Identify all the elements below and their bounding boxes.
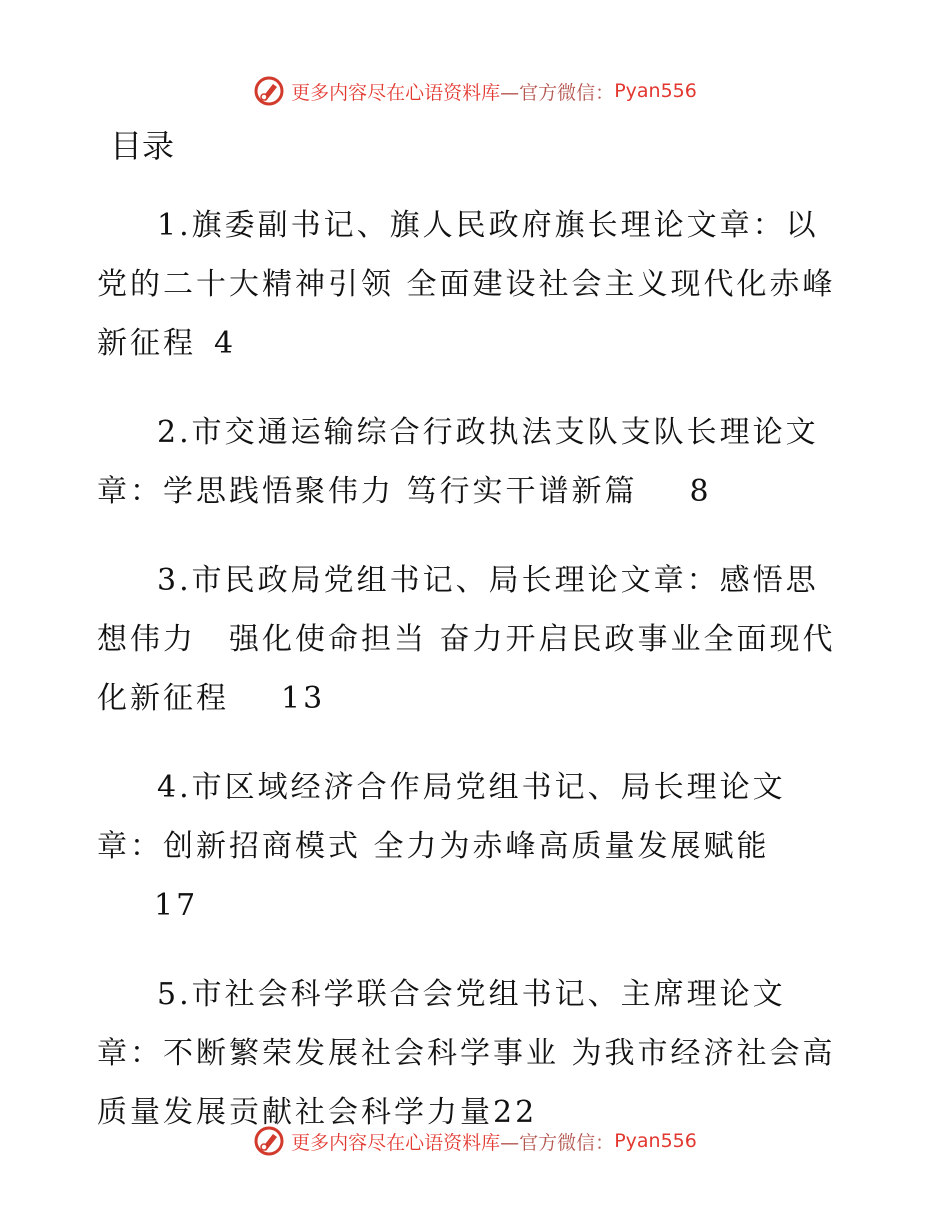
toc-entry-5[interactable] [97, 965, 837, 1142]
banner-brand-text: 更多内容尽在心语资料库 [291, 81, 501, 104]
toc-entry-3[interactable] [97, 551, 837, 728]
pen-circle-logo-icon [253, 1125, 285, 1157]
toc-entry-page: 8 [689, 474, 712, 509]
header-watermark-banner [0, 71, 950, 111]
toc-entry-number: 1. [157, 208, 192, 243]
toc-entry-page: 4 [214, 326, 237, 361]
banner-wechat-id: Pyan556 [614, 1130, 697, 1152]
banner-brand-text: 更多内容尽在心语资料库 [291, 1131, 501, 1154]
toc-entry-text: 市交通运输综合行政执法支队支队长理论文章：学思践悟聚伟力 笃行实干谱新篇 [97, 415, 819, 509]
toc-entry-2[interactable] [97, 403, 837, 521]
toc-entry-page: 17 [154, 888, 199, 923]
toc-entry-text: 市民政局党组书记、局长理论文章：感悟思想伟力 强化使命担当 奋力开启民政事业全面现代化新征程 [97, 563, 836, 716]
toc-entry-1[interactable] [97, 196, 837, 373]
pen-circle-logo-icon [253, 75, 285, 107]
toc-entry-text: 市区域经济合作局党组书记、局长理论文章：创新招商模式 全力为赤峰高质量发展赋能 [97, 770, 786, 864]
toc-entry-text: 旗委副书记、旗人民政府旗长理论文章：以党的二十大精神引领 全面建设社会主义现代化赤峰新征程 [97, 208, 836, 361]
toc-entry-number: 4. [157, 770, 192, 805]
toc-entry-number: 5. [157, 977, 192, 1012]
toc-entry-number: 3. [157, 563, 192, 598]
toc-entry-text: 市社会科学联合会党组书记、主席理论文章：不断繁荣发展社会科学事业 为我市经济社会高质量发展贡献社会科学力量 [97, 977, 836, 1130]
banner-official-label: —官方微信： [500, 1131, 615, 1154]
toc-list [97, 196, 837, 1158]
banner-wechat-id: Pyan556 [614, 80, 697, 102]
toc-entry-page: 13 [281, 681, 326, 716]
toc-entry-number: 2. [157, 415, 192, 450]
toc-title: 目录 [110, 127, 175, 165]
banner-official-label: —官方微信： [500, 81, 615, 104]
footer-watermark-banner [0, 1121, 950, 1161]
toc-entry-4[interactable] [97, 758, 837, 935]
toc-entry-page: 22 [493, 1095, 538, 1130]
